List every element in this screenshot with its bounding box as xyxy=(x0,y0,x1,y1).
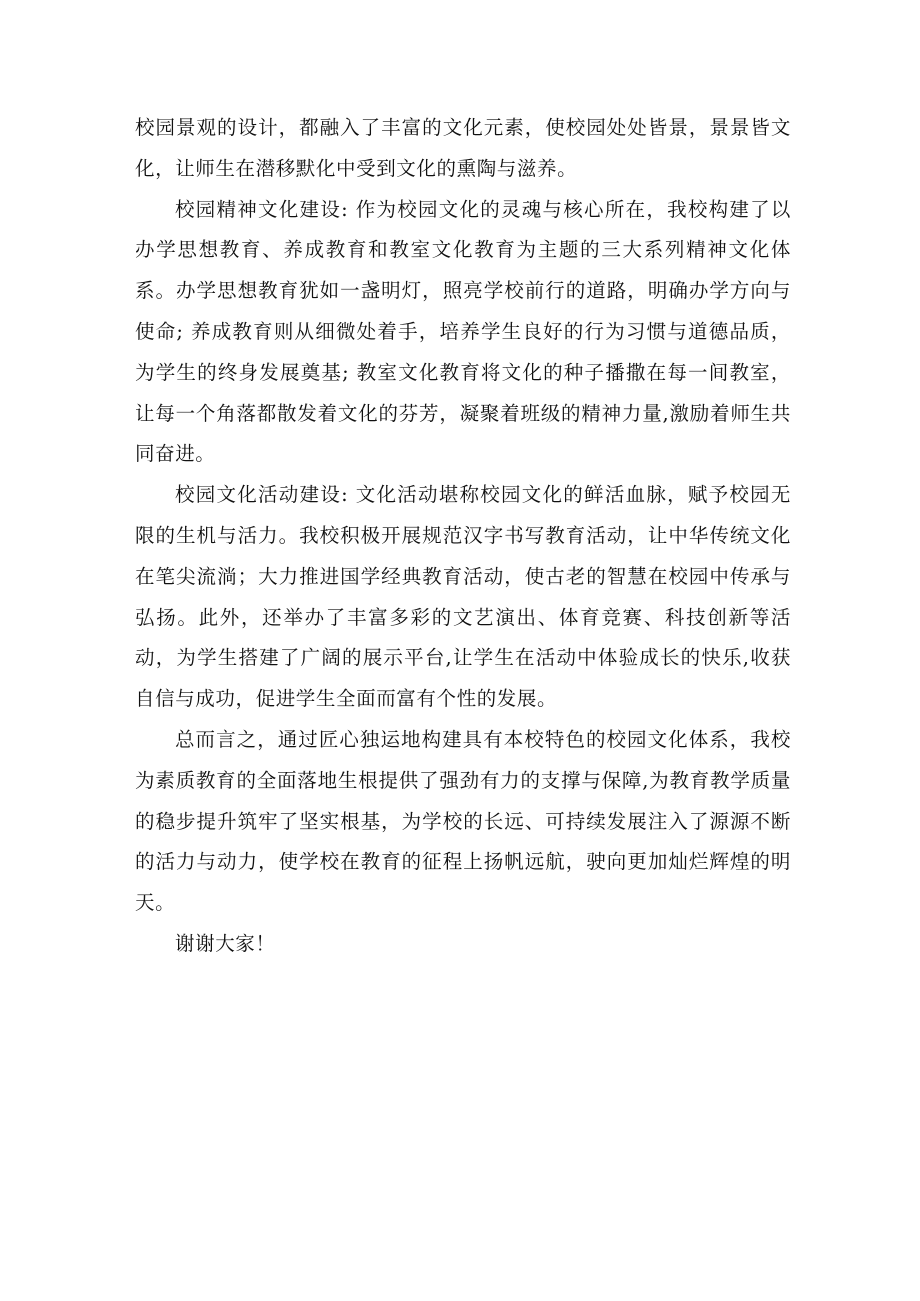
paragraph-spiritual-culture: 校园精神文化建设: 作为校园文化的灵魂与核心所在，我校构建了以办学思想教育、养成教育和教室文化教育为主题的三大系列精神文化体系。办学思想教育犹如一盏明灯，照亮学校前行的道路，明确办学方向与使命; 养成教育则从细微处着手，培养学生良好的行为习惯与道德品质，为学生的终身发展奠基; 教室文化教育将文化的种子播撒在每一间教室，让每一个角落都散发着文化的芬芳，凝聚着班级的精神力量,激励着师生共同奋进。 xyxy=(135,197,791,466)
paragraph-conclusion: 总而言之，通过匠心独运地构建具有本校特色的校园文化体系，我校为素质教育的全面落地生根提供了强劲有力的支撑与保障,为教育教学质量的稳步提升筑牢了坚实根基，为学校的长远、可持续发展注入了源源不断的活力与动力，使学校在教育的征程上扬帆远航，驶向更加灿烂辉煌的明天。 xyxy=(135,727,791,915)
document-body xyxy=(135,108,791,965)
paragraph-campus-landscape: 校园景观的设计，都融入了丰富的文化元素，使校园处处皆景，景景皆文化，让师生在潜移默化中受到文化的熏陶与滋养。 xyxy=(135,116,791,180)
paragraph-thanks: 谢谢大家！ xyxy=(175,931,276,955)
paragraph-cultural-activities: 校园文化活动建设: 文化活动堪称校园文化的鲜活血脉，赋予校园无限的生机与活力。我校积极开展规范汉字书写教育活动，让中华传统文化在笔尖流淌；大力推进国学经典教育活动，使古老的智慧在校园中传承与弘扬。此外，还举办了丰富多彩的文艺演出、体育竞赛、科技创新等活动，为学生搭建了广阔的展示平台,让学生在活动中体验成长的快乐,收获自信与成功，促进学生全面而富有个性的发展。 xyxy=(135,483,791,711)
